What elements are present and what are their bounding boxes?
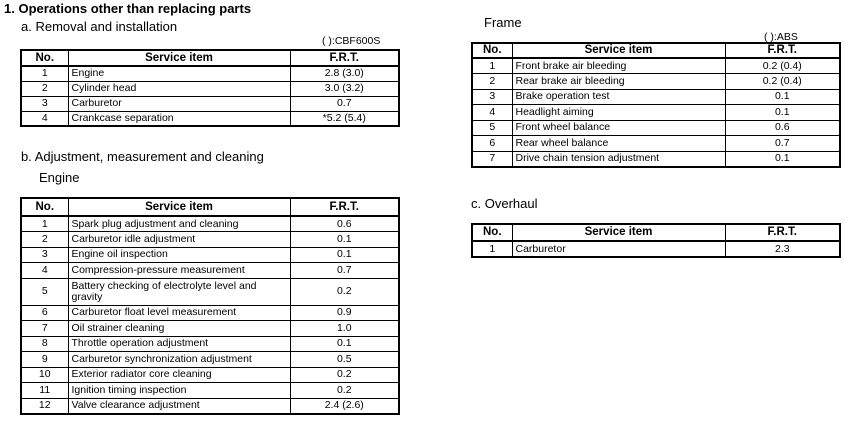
row-service-item: Front brake air bleeding (512, 58, 725, 74)
table-row (21, 81, 399, 96)
row-number: 3 (21, 247, 68, 263)
row-number: 7 (21, 321, 68, 337)
row-frt: 0.2 (290, 278, 399, 305)
header-service-item: Service item (68, 50, 290, 66)
table-row (472, 136, 840, 152)
engine-subtitle: Engine (39, 170, 80, 185)
row-frt: 0.7 (290, 263, 399, 279)
table-row (21, 336, 399, 352)
row-service-item: Throttle operation adjustment (68, 336, 290, 352)
row-number: 8 (21, 336, 68, 352)
row-number: 9 (21, 352, 68, 368)
row-service-item: Rear brake air bleeding (512, 74, 725, 90)
table-header-row (472, 224, 840, 241)
header-frt: F.R.T. (290, 198, 399, 216)
row-number: 11 (21, 383, 68, 399)
table-header-row (472, 43, 840, 58)
frame-note: ( ):ABS (764, 31, 798, 43)
adjustment-section-title: b. Adjustment, measurement and cleaning (21, 149, 264, 164)
row-number: 4 (21, 111, 68, 126)
row-service-item: Oil strainer cleaning (68, 321, 290, 337)
row-number: 2 (472, 74, 512, 90)
table-row (472, 151, 840, 167)
row-service-item: Compression-pressure measurement (68, 263, 290, 279)
row-service-item: Carburetor float level measurement (68, 305, 290, 321)
row-service-item: Valve clearance adjustment (68, 398, 290, 414)
row-frt: 0.1 (725, 105, 840, 121)
header-service-item: Service item (68, 198, 290, 216)
table-row (472, 89, 840, 105)
row-service-item: Drive chain tension adjustment (512, 151, 725, 167)
row-service-item: Engine oil inspection (68, 247, 290, 263)
row-number: 2 (21, 81, 68, 96)
row-number: 6 (472, 136, 512, 152)
row-number: 4 (472, 105, 512, 121)
row-service-item: Carburetor synchronization adjustment (68, 352, 290, 368)
row-frt: 0.6 (725, 120, 840, 136)
row-frt: 0.7 (725, 136, 840, 152)
row-number: 7 (472, 151, 512, 167)
row-service-item: Spark plug adjustment and cleaning (68, 216, 290, 232)
table-row (21, 247, 399, 263)
overhaul-table (471, 223, 841, 258)
table-row (21, 398, 399, 414)
row-frt: 0.2 (0.4) (725, 74, 840, 90)
row-frt: 2.3 (725, 241, 840, 257)
row-frt: 0.5 (290, 352, 399, 368)
row-service-item: Ignition timing inspection (68, 383, 290, 399)
table-row (21, 66, 399, 81)
row-number: 6 (21, 305, 68, 321)
row-frt: 1.0 (290, 321, 399, 337)
table-row (21, 352, 399, 368)
row-number: 5 (21, 278, 68, 305)
row-frt: 0.2 (290, 367, 399, 383)
table-row (21, 232, 399, 248)
row-service-item: Battery checking of electrolyte level and gravity (68, 278, 290, 305)
row-frt: 2.4 (2.6) (290, 398, 399, 414)
table-header-row (21, 50, 399, 66)
table-row (21, 383, 399, 399)
header-no: No. (21, 198, 68, 216)
row-service-item: Engine (68, 66, 290, 81)
header-service-item: Service item (512, 43, 725, 58)
row-frt: 0.1 (290, 247, 399, 263)
header-frt: F.R.T. (725, 43, 840, 58)
row-frt: 0.9 (290, 305, 399, 321)
row-frt: 0.2 (0.4) (725, 58, 840, 74)
row-number: 1 (21, 216, 68, 232)
table-row (472, 58, 840, 74)
row-service-item: Cylinder head (68, 81, 290, 96)
table-row (21, 278, 399, 305)
table-row (21, 111, 399, 126)
header-no: No. (472, 224, 512, 241)
row-number: 12 (21, 398, 68, 414)
header-no: No. (21, 50, 68, 66)
frame-title: Frame (484, 15, 522, 30)
row-number: 1 (472, 58, 512, 74)
row-frt: 0.1 (290, 232, 399, 248)
row-service-item: Crankcase separation (68, 111, 290, 126)
row-number: 1 (472, 241, 512, 257)
table-row (472, 241, 840, 257)
row-frt: 0.6 (290, 216, 399, 232)
row-service-item: Brake operation test (512, 89, 725, 105)
row-service-item: Carburetor (68, 96, 290, 111)
row-number: 10 (21, 367, 68, 383)
row-number: 4 (21, 263, 68, 279)
frame-table (471, 42, 841, 168)
row-frt: 0.2 (290, 383, 399, 399)
removal-note: ( ):CBF600S (322, 35, 381, 47)
row-number: 3 (21, 96, 68, 111)
table-row (21, 96, 399, 111)
row-service-item: Headlight aiming (512, 105, 725, 121)
row-number: 1 (21, 66, 68, 81)
removal-section-title: a. Removal and installation (21, 19, 178, 34)
table-row (472, 74, 840, 90)
header-service-item: Service item (512, 224, 725, 241)
row-frt: 2.8 (3.0) (290, 66, 399, 81)
row-frt: *5.2 (5.4) (290, 111, 399, 126)
removal-table (20, 49, 400, 127)
header-frt: F.R.T. (290, 50, 399, 66)
table-row (21, 305, 399, 321)
table-header-row (21, 198, 399, 216)
header-frt: F.R.T. (725, 224, 840, 241)
table-row (21, 216, 399, 232)
row-number: 2 (21, 232, 68, 248)
page-heading: 1. Operations other than replacing parts (4, 1, 252, 16)
row-service-item: Front wheel balance (512, 120, 725, 136)
row-number: 3 (472, 89, 512, 105)
overhaul-section-title: c. Overhaul (471, 196, 538, 211)
row-service-item: Rear wheel balance (512, 136, 725, 152)
row-frt: 0.7 (290, 96, 399, 111)
row-frt: 0.1 (725, 89, 840, 105)
table-row (472, 120, 840, 136)
row-service-item: Carburetor (512, 241, 725, 257)
row-frt: 0.1 (290, 336, 399, 352)
adjustment-table (20, 197, 400, 415)
row-number: 5 (472, 120, 512, 136)
row-frt: 3.0 (3.2) (290, 81, 399, 96)
row-service-item: Exterior radiator core cleaning (68, 367, 290, 383)
row-frt: 0.1 (725, 151, 840, 167)
header-no: No. (472, 43, 512, 58)
table-row (472, 105, 840, 121)
row-service-item: Carburetor idle adjustment (68, 232, 290, 248)
table-row (21, 367, 399, 383)
table-row (21, 321, 399, 337)
table-row (21, 263, 399, 279)
